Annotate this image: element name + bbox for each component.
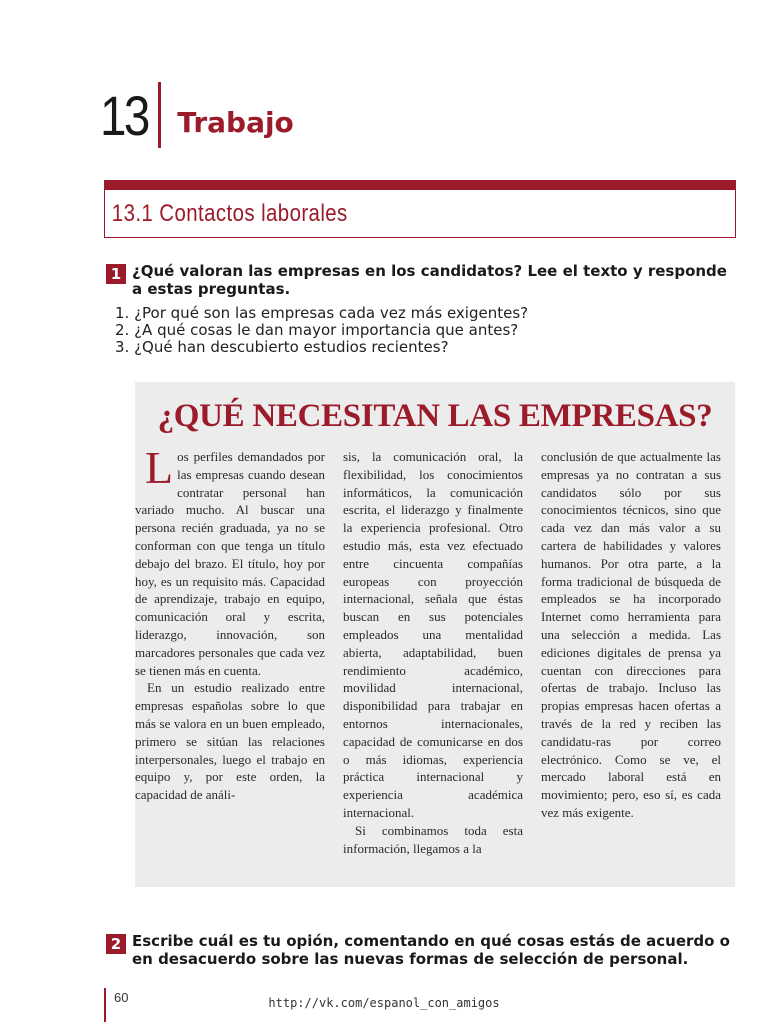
article-paragraph: sis, la comunicación oral, la flexibilidad, los conocimientos informáticos, la comunicación escrita, el liderazgo y finalmente la experiencia profesional. Otro estudio más, esta vez efectuado entre cincuenta compañías europeas con proyección internacional, señala que éstas buscan en sus potenciales empleados una mentalidad abierta, adaptabilidad, buen rendimiento académico, movilidad internacional, disponibilidad para trabajar en entornos internacionales, capacidad de comunicarse en dos o más idiomas, experiencia práctica internacional y experiencia académica internacional.: [343, 449, 523, 820]
article-paragraph: conclusión de que actualmente las empresas ya no contratan a sus candidatos sólo por sus conocimientos técnicos, sino que cada vez dan más valor a su cartera de habilidades y valores humanos. Por otra parte, a la forma tradicional de búsqueda de empleados se ha incorporado Internet como herramienta para una selección a medida. Las ediciones digitales de prensa ya cuentan con direcciones para ofertas de trabajo. Incluso las propias empresas hacen ofertas a través de la red y reciben las candidatu-ras por correo electrónico. Como se ve, el mercado laboral está en movimiento; pero, eso sí, es cada vez más exigente.: [541, 449, 721, 820]
question-list: [115, 305, 528, 356]
section-header: [104, 180, 736, 238]
exercise-1-number-badge: 1: [106, 264, 126, 284]
exercise-2-number-badge: 2: [106, 934, 126, 954]
question-item: 3. ¿Qué han descubierto estudios recientes?: [115, 338, 449, 356]
exercise-2: [106, 932, 734, 968]
page-number: 60: [114, 990, 129, 1005]
section-title: 13.1 Contactos laborales: [111, 200, 348, 227]
question-item: 1. ¿Por qué son las empresas cada vez más exigentes?: [115, 304, 529, 322]
exercise-2-instruction: Escribe cuál es tu opión, comentando en qué cosas estás de acuerdo o en desacuerdo sobre las nuevas formas de selección de personal.: [132, 932, 730, 968]
article-paragraph: [135, 442, 325, 679]
article-text: os perfiles demandados por las empresas cuando desean contratar personal han variado mucho. Al buscar una persona recién graduada, ya no se conforman con que tenga un título debajo del brazo. El título, hoy por hoy, es un requisito más. Capacidad de aprendizaje, trabajo en equipo, comunicación oral y escrita, liderazgo, innovación, son marcadores personales que cada vez se tienen más en cuenta.: [135, 449, 325, 678]
chapter-number: 13: [100, 83, 148, 147]
chapter-divider: [158, 82, 161, 148]
footer-url: http://vk.com/espanol_con_amigos: [268, 996, 500, 1010]
article-column-2: [343, 448, 523, 857]
question-item: 2. ¿A qué cosas le dan mayor importancia que antes?: [115, 321, 519, 339]
section-header-bar: [105, 181, 735, 190]
chapter-header: [100, 80, 294, 150]
article-box: [135, 382, 735, 887]
drop-cap: L: [145, 442, 174, 493]
article-column-1: [135, 442, 325, 804]
exercise-1-instruction: ¿Qué valoran las empresas en los candidatos? Lee el texto y responde a estas preguntas.: [132, 262, 727, 298]
article-paragraph: Si combinamos toda esta información, llegamos a la: [343, 822, 523, 856]
chapter-title: Trabajo: [177, 105, 294, 139]
exercise-1: [106, 262, 734, 298]
article-column-3: [541, 448, 721, 822]
article-paragraph: En un estudio realizado entre empresas españolas sobre lo que más se valora en un buen empleado, primero se sitúan las relaciones interpersonales, luego el trabajo en equipo y, por este orden, la capacidad de análi-: [135, 680, 325, 803]
article-title: ¿QUÉ NECESITAN LAS EMPRESAS?: [157, 398, 713, 434]
